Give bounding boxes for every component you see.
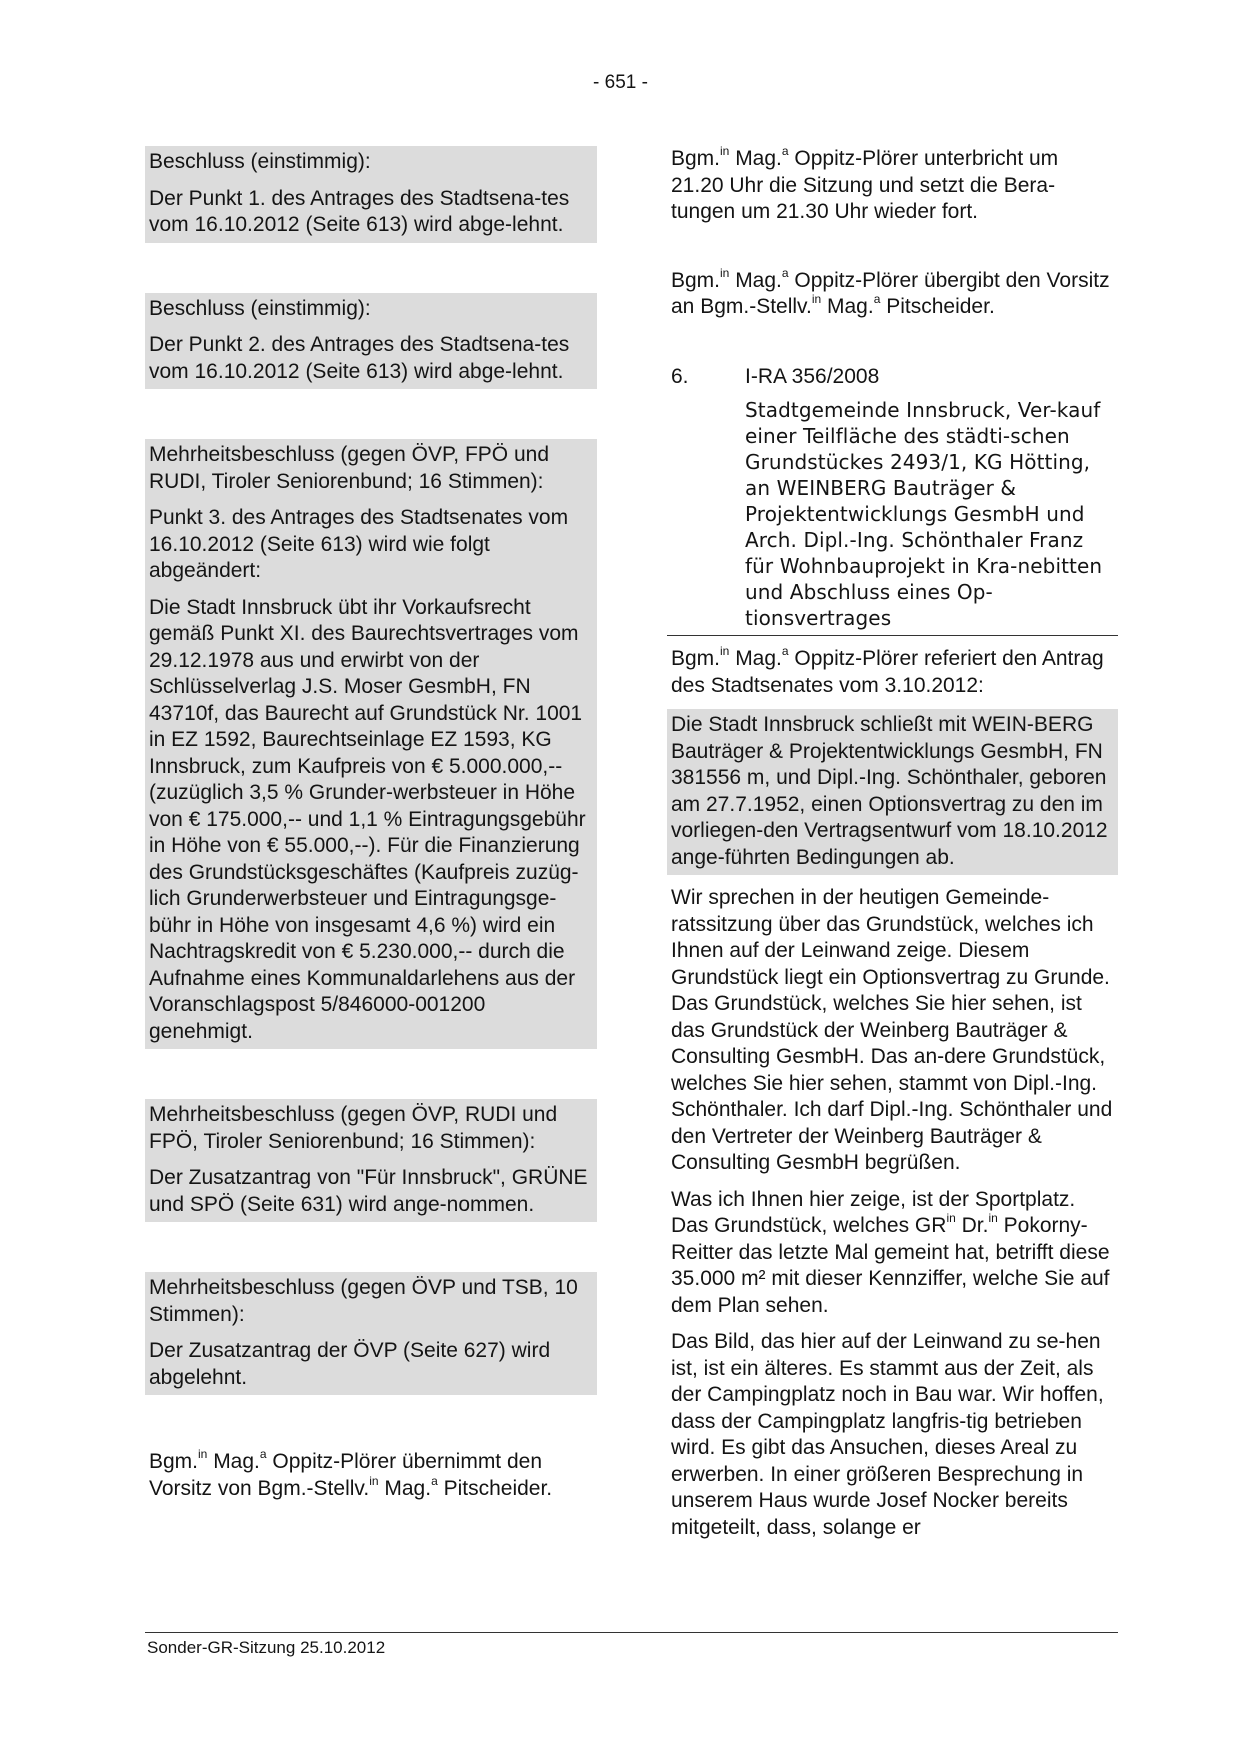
resolution-heading: Mehrheitsbeschluss (gegen ÖVP, FPÖ und RUDI, Tiroler Seniorenbund; 16 Stimmen): [149, 443, 549, 493]
resolution-text: Der Punkt 1. des Antrages des Stadtsena-tes vom 16.10.2012 (Seite 613) wird abge-lehnt. [149, 186, 570, 236]
divider [667, 635, 1118, 636]
footer-divider [145, 1632, 1118, 1633]
chair-handover-paragraph: Bgm.$^{in}$ Mag.$^a$ Oppitz-Plörer übernimmt den Vorsitz von Bgm.-Stellv.$^{in}$ Mag.$^a$ Pitscheider. [149, 1447, 553, 1500]
agenda-item-description: Stadtgemeinde Innsbruck, Ver-kauf einer Teilfläche des städti-schen Grundstückes 2493/1, KG Hötting, an WEINBERG Bauträger & Projektentwicklungs GesmbH und Arch. Dipl.-Ing. Schönthaler Franz für Wohnbauprojekt in Kra-nebitten und Abschluss eines Op-tionsvertrages [745, 398, 1103, 630]
resolution-box-5 [145, 1272, 597, 1395]
motion-text: Die Stadt Innsbruck schließt mit WEIN-BERG Bauträger & Projektentwicklungs GesmbH, FN 381556 m, und Dipl.-Ing. Schönthaler, geboren am 27.7.1952, einen Optionsvertrag zu den im vorliegen-den Vertragsentwurf vom 18.10.2012 ange-führten Bedingungen ab. [671, 713, 1108, 869]
resolution-heading: Mehrheitsbeschluss (gegen ÖVP, RUDI und FPÖ, Tiroler Seniorenbund; 16 Stimmen): [149, 1103, 558, 1153]
page-number: - 651 - [593, 72, 648, 93]
motion-box [667, 709, 1118, 875]
resolution-heading: Mehrheitsbeschluss (gegen ÖVP und TSB, 10 Stimmen): [149, 1276, 578, 1326]
agenda-item-number: 6. [671, 364, 689, 388]
resolution-heading: Beschluss (einstimmig): [149, 296, 371, 320]
resolution-text: Die Stadt Innsbruck übt ihr Vorkaufsrecht gemäß Punkt XI. des Baurechtsvertrages vom 29.12.1978 aus und erwirbt von der Schlüsselverlag J.S. Moser GesmbH, FN 43710f, das Baurecht auf Grundstück Nr. 1001 in EZ 1592, Baurechtseinlage EZ 1593, KG Innsbruck, zum Kaufpreis von € 5.000.000,-- (zuzüglich 3,5 % Grunder-werbsteuer in Höhe von € 175.000,-- und 1,1 % Eintragungsgebühr in Höhe von € 55.000,--). Für die Finanzierung des Grundstücksgeschäftes (Kaufpreis zuzüg-lich Grunderwerbsteuer und Eintragungsge-bühr in Höhe von insgesamt 4,6 %) wird ein Nachtragskredit von € 5.230.000,-- durch die Aufnahme eines Kommunaldarlehens aus der Voranschlagspost 5/846000-001200 genehmigt. [149, 595, 586, 1043]
footer-text: Sonder-GR-Sitzung 25.10.2012 [147, 1638, 386, 1657]
resolution-box-2 [145, 293, 597, 390]
speech-paragraph: Wir sprechen in der heutigen Gemeinde-ratssitzung über das Grundstück, welches ich Ihnen auf der Leinwand zeige. Diesem Grundstück liegt ein Optionsvertrag zu Grunde. Das Grundstück, welches Sie hier sehen, ist das Grundstück der Weinberg Bauträger & Consulting GesmbH. Das an-dere Grundstück, welches Sie hier sehen, stammt von Dipl.-Ing. Schönthaler. Ich darf Dipl.-Ing. Schönthaler und den Vertreter der Weinberg Bauträger & Consulting GesmbH begrüßen. [671, 886, 1113, 1174]
session-break-paragraph: Bgm.$^{in}$ Mag.$^a$ Oppitz-Plörer unterbricht um 21.20 Uhr die Sitzung und setzt die Bera-tungen um 21.30 Uhr wieder fort. [671, 144, 1059, 223]
report-paragraph: Bgm.$^{in}$ Mag.$^a$ Oppitz-Plörer referiert den Antrag des Stadtsenates vom 3.10.2012: [671, 644, 1104, 697]
agenda-item [667, 364, 1118, 391]
resolution-text: Der Zusatzantrag der ÖVP (Seite 627) wird abgelehnt. [149, 1339, 551, 1389]
chair-transfer-paragraph: Bgm.$^{in}$ Mag.$^a$ Oppitz-Plörer übergibt den Vorsitz an Bgm.-Stellv.$^{in}$ Mag.$^a$ Pitscheider. [671, 265, 1110, 318]
resolution-box-4 [145, 1099, 597, 1222]
resolution-text: Der Zusatzantrag von "Für Innsbruck", GRÜNE und SPÖ (Seite 631) wird ange-nommen. [149, 1166, 588, 1216]
resolution-text: Der Punkt 2. des Antrages des Stadtsena-tes vom 16.10.2012 (Seite 613) wird abge-lehnt. [149, 333, 570, 383]
resolution-box-3 [145, 439, 597, 1049]
agenda-item-reference: I-RA 356/2008 [745, 364, 880, 388]
left-column [145, 146, 597, 1502]
speech-paragraph: Das Bild, das hier auf der Leinwand zu se-hen ist, ist ein älteres. Es stammt aus der Zeit, als der Campingplatz noch in Bau war. Wir hoffen, dass der Campingplatz langfris-tig betrieben wird. Es gibt das Ansuchen, dieses Areal zu erwerben. In einer größeren Besprechung in unserem Haus wurde Josef Nocker bereits mitgeteilt, dass, solange er [671, 1330, 1104, 1539]
speech-paragraph: Was ich Ihnen hier zeige, ist der Sportplatz. Das Grundstück, welches $GR^{in}$ Dr.$^{in}$ Pokorny-Reitter das letzte Mal gemeint hat, betrifft diese 35.000 m² mit dieser Kennziffer, welche Sie auf dem Plan sehen. [671, 1187, 1110, 1317]
resolution-heading: Beschluss (einstimmig): [149, 150, 371, 173]
resolution-box-1 [145, 146, 597, 243]
right-column [667, 146, 1118, 1541]
resolution-text: Punkt 3. des Antrages des Stadtsenates vom 16.10.2012 (Seite 613) wird wie folgt abgeändert: [149, 506, 569, 582]
